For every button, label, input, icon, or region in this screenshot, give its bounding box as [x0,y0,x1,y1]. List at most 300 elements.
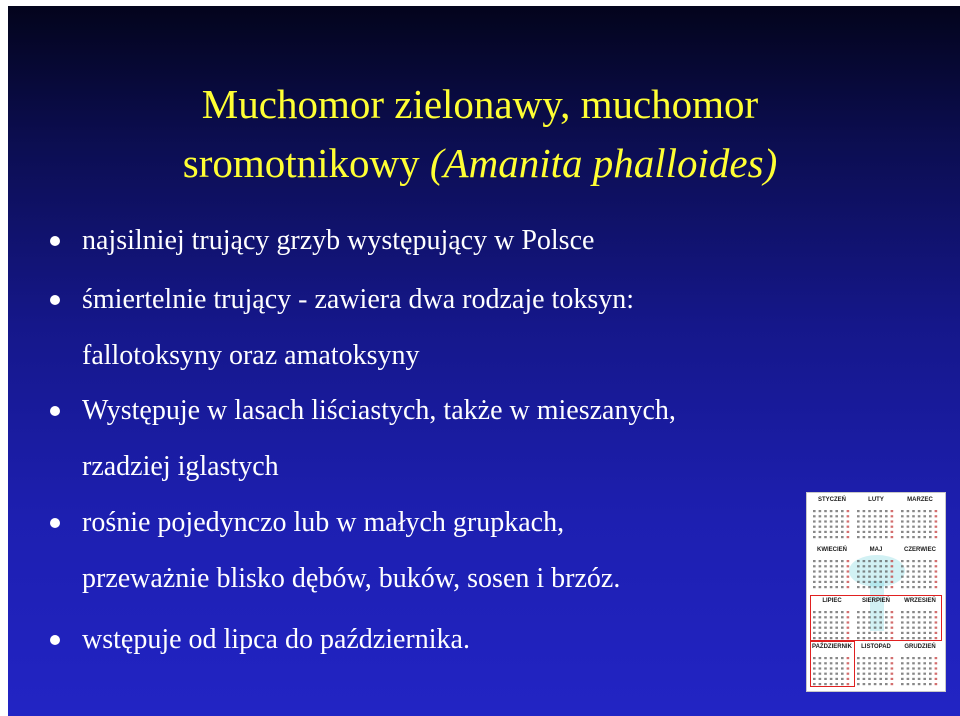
calendar-day-cell [813,581,816,583]
calendar-day-cell [857,586,860,588]
calendar-day-cell [824,570,827,572]
bullet-4-line-2: przeważnie blisko dębów, buków, sosen i brzóz. [82,563,621,594]
calendar-day-cell [891,510,894,512]
calendar-day-cell [891,678,894,680]
calendar-day-cell [885,657,888,659]
calendar-day-cell [830,520,833,522]
calendar-highlight-oct [810,641,855,687]
calendar-day-cell [935,657,938,659]
calendar-day-cell [923,570,926,572]
calendar-day-cell [841,515,844,517]
calendar-day-cell [929,515,932,517]
calendar-day-cell [907,581,910,583]
calendar-month-label: STYCZEŃ [817,497,846,503]
title-common-name: sromotnikowy [182,140,430,186]
calendar-day-cell [935,662,938,664]
calendar-day-cell [918,678,921,680]
calendar-day-cell [847,576,850,578]
calendar-day-cell [935,570,938,572]
calendar-day-cell [863,536,866,538]
calendar-day-cell [874,657,877,659]
calendar-day-cell [813,510,816,512]
calendar-day-cell [935,515,938,517]
calendar-day-cell [923,560,926,562]
calendar-day-cell [863,565,866,567]
calendar-day-cell [819,536,822,538]
calendar-day-cell [819,570,822,572]
calendar-day-cell [918,531,921,533]
calendar-day-cell [863,520,866,522]
calendar-day-cell [912,536,915,538]
calendar-day-cell [891,581,894,583]
calendar-day-cell [907,510,910,512]
calendar-day-cell [863,678,866,680]
calendar-day-cell [841,560,844,562]
calendar-day-cell [830,560,833,562]
calendar-day-cell [824,520,827,522]
calendar-day-cell [912,683,915,685]
calendar-day-cell [901,683,904,685]
calendar-day-cell [885,683,888,685]
calendar-day-cell [847,581,850,583]
calendar-day-cell [874,560,877,562]
calendar-day-cell [863,526,866,528]
calendar-day-cell [830,536,833,538]
calendar-day-cell [929,586,932,588]
calendar-month-label: MAJ [869,547,883,553]
calendar-day-cell [885,667,888,669]
calendar-day-cell [907,565,910,567]
calendar-day-cell [912,586,915,588]
calendar-day-cell [835,536,838,538]
calendar-day-cell [863,683,866,685]
calendar-day-cell [830,581,833,583]
calendar-day-cell [935,560,938,562]
calendar-day-cell [863,581,866,583]
calendar-month-label: LISTOPAD [861,644,891,650]
calendar-day-cell [879,667,882,669]
calendar-day-cell [907,560,910,562]
calendar-day-cell [929,657,932,659]
calendar-day-cell [885,565,888,567]
calendar-day-cell [918,565,921,567]
calendar-day-cell [891,586,894,588]
calendar-day-cell [891,520,894,522]
calendar-day-cell [824,515,827,517]
calendar-day-cell [868,673,871,675]
calendar-day-cell [830,576,833,578]
calendar-day-cell [901,570,904,572]
calendar-day-cell [935,510,938,512]
calendar-day-cell [841,520,844,522]
calendar-day-cell [923,531,926,533]
calendar-day-cell [857,510,860,512]
calendar-day-cell [907,657,910,659]
calendar-day-cell [912,667,915,669]
calendar-day-cell [835,565,838,567]
calendar-day-cell [868,662,871,664]
calendar-day-cell [813,586,816,588]
calendar-day-cell [857,536,860,538]
calendar-day-cell [891,565,894,567]
calendar-day-cell [891,536,894,538]
bullet-2-line-2: fallotoksyny oraz amatoksyny [82,340,420,371]
calendar-day-cell [885,531,888,533]
calendar-day-cell [885,510,888,512]
calendar-day-cell [879,536,882,538]
calendar-day-cell [874,683,877,685]
calendar-day-cell [835,570,838,572]
bullet-4-line-1: rośnie pojedynczo lub w małych grupkach, [82,507,565,538]
calendar-month-label: MARZEC [907,497,933,503]
calendar-day-cell [847,520,850,522]
calendar-day-cell [824,576,827,578]
calendar-day-cell [874,678,877,680]
calendar-day-cell [901,678,904,680]
calendar-day-cell [857,662,860,664]
calendar-day-cell [912,565,915,567]
calendar-day-cell [863,667,866,669]
calendar-day-cell [901,515,904,517]
calendar-day-cell [874,520,877,522]
calendar-day-cell [863,673,866,675]
calendar-day-cell [929,576,932,578]
calendar-day-cell [879,581,882,583]
calendar-day-cell [891,515,894,517]
calendar-day-cell [868,510,871,512]
calendar-day-cell [841,565,844,567]
calendar-day-cell [863,576,866,578]
calendar-day-cell [847,536,850,538]
calendar-day-cell [885,570,888,572]
calendar-day-cell [824,565,827,567]
calendar-day-cell [935,576,938,578]
calendar-day-cell [891,531,894,533]
calendar-day-cell [923,683,926,685]
calendar-day-cell [824,586,827,588]
calendar-day-cell [874,673,877,675]
calendar-day-cell [929,570,932,572]
calendar-day-cell [885,520,888,522]
calendar-day-cell [885,536,888,538]
bullet-3-line-2: rzadziej iglastych [82,451,279,482]
calendar-day-cell [874,662,877,664]
calendar-day-cell [907,683,910,685]
calendar-day-cell [929,560,932,562]
calendar-day-cell [929,678,932,680]
calendar-day-cell [918,520,921,522]
calendar-day-cell [813,515,816,517]
calendar-day-cell [891,683,894,685]
calendar-day-cell [841,526,844,528]
calendar-day-cell [824,510,827,512]
calendar-day-cell [907,531,910,533]
calendar-day-cell [918,581,921,583]
calendar-day-cell [918,510,921,512]
calendar-day-cell [879,683,882,685]
calendar-day-cell [879,515,882,517]
calendar-highlight-jul-sep [810,595,942,641]
calendar-day-cell [824,536,827,538]
calendar-month-label: WRZESIEŃ [904,598,936,604]
calendar-day-cell [857,560,860,562]
calendar-day-cell [813,570,816,572]
calendar-day-cell [935,581,938,583]
calendar-day-cell [891,560,894,562]
calendar-day-cell [901,560,904,562]
calendar-day-cell [885,526,888,528]
calendar-day-cell [819,586,822,588]
calendar-day-cell [923,673,926,675]
calendar-day-cell [901,581,904,583]
calendar-day-cell [923,565,926,567]
calendar-day-cell [935,526,938,528]
calendar-day-cell [885,586,888,588]
calendar-day-cell [830,531,833,533]
calendar-day-cell [891,657,894,659]
calendar-image [806,492,946,692]
calendar-day-cell [923,526,926,528]
calendar-day-cell [868,570,871,572]
calendar-day-cell [824,581,827,583]
calendar-day-cell [819,510,822,512]
bullet-3-line-1: Występuje w lasach liściastych, także w mieszanych, [82,395,676,426]
calendar-day-cell [885,673,888,675]
calendar-day-cell [830,526,833,528]
calendar-month-label: GRUDZIEŃ [904,644,936,650]
calendar-day-cell [885,560,888,562]
calendar-day-cell [879,526,882,528]
calendar-day-cell [863,570,866,572]
calendar-day-cell [868,526,871,528]
calendar-day-cell [923,576,926,578]
calendar-day-cell [847,515,850,517]
calendar-day-cell [901,536,904,538]
calendar-day-cell [935,673,938,675]
calendar-day-cell [918,570,921,572]
calendar-day-cell [819,576,822,578]
calendar-day-cell [868,576,871,578]
calendar-day-cell [835,515,838,517]
calendar-day-cell [813,526,816,528]
calendar-month-label: CZERWIEC [904,547,936,553]
calendar-day-cell [885,678,888,680]
calendar-day-cell [868,565,871,567]
calendar-day-cell [929,673,932,675]
calendar-day-cell [863,515,866,517]
calendar-day-cell [835,531,838,533]
calendar-day-cell [863,657,866,659]
calendar-day-cell [929,581,932,583]
calendar-day-cell [819,515,822,517]
calendar-day-cell [935,565,938,567]
calendar-day-cell [868,531,871,533]
calendar-day-cell [879,657,882,659]
calendar-day-cell [857,526,860,528]
calendar-day-cell [891,526,894,528]
calendar-day-cell [912,576,915,578]
calendar-day-cell [813,520,816,522]
calendar-day-cell [923,678,926,680]
calendar-day-cell [912,560,915,562]
calendar-day-cell [874,576,877,578]
bullet-2-line-1: śmiertelnie trujący - zawiera dwa rodzaje toksyn: [82,284,634,315]
calendar-day-cell [879,586,882,588]
calendar-day-cell [879,570,882,572]
calendar-day-cell [918,683,921,685]
bullet-icon [50,518,60,528]
calendar-day-cell [901,565,904,567]
calendar-day-cell [879,576,882,578]
calendar-day-cell [912,510,915,512]
calendar-day-cell [879,510,882,512]
calendar-day-cell [912,526,915,528]
calendar-day-cell [819,581,822,583]
calendar-day-cell [923,510,926,512]
calendar-day-cell [923,586,926,588]
bullet-icon [50,635,60,645]
calendar-day-cell [907,526,910,528]
calendar-day-cell [891,570,894,572]
calendar-day-cell [857,531,860,533]
calendar-day-cell [830,510,833,512]
calendar-day-cell [885,576,888,578]
calendar-day-cell [857,581,860,583]
calendar-day-cell [923,662,926,664]
calendar-day-cell [907,667,910,669]
calendar-day-cell [901,662,904,664]
calendar-day-cell [830,565,833,567]
calendar-day-cell [923,667,926,669]
calendar-day-cell [868,581,871,583]
calendar-day-cell [868,683,871,685]
calendar-day-cell [901,576,904,578]
calendar-day-cell [847,526,850,528]
calendar-day-cell [891,576,894,578]
calendar-day-cell [841,581,844,583]
calendar-day-cell [912,673,915,675]
calendar-day-cell [863,586,866,588]
calendar-day-cell [885,662,888,664]
calendar-day-cell [918,673,921,675]
calendar-day-cell [857,515,860,517]
bullet-icon [50,236,60,246]
calendar-day-cell [918,586,921,588]
calendar-day-cell [891,662,894,664]
calendar-month-label: PAŹDZIERNIK [812,644,852,650]
calendar-day-cell [918,667,921,669]
calendar-day-cell [819,520,822,522]
calendar-day-cell [918,662,921,664]
calendar-day-cell [929,510,932,512]
bullet-1-line-1: najsilniej trujący grzyb występujący w Polsce [82,225,595,256]
calendar-day-cell [935,678,938,680]
calendar-day-cell [918,560,921,562]
calendar-day-cell [918,576,921,578]
calendar-day-cell [868,520,871,522]
calendar-day-cell [923,520,926,522]
calendar-day-cell [912,657,915,659]
calendar-day-cell [907,673,910,675]
calendar-day-cell [857,570,860,572]
calendar-day-cell [857,520,860,522]
calendar-day-cell [835,581,838,583]
calendar-day-cell [907,520,910,522]
calendar-day-cell [907,576,910,578]
calendar-day-cell [935,667,938,669]
calendar-day-cell [857,683,860,685]
calendar-day-cell [907,662,910,664]
calendar-day-cell [847,586,850,588]
calendar-day-cell [912,515,915,517]
calendar-day-cell [879,520,882,522]
calendar-day-cell [935,683,938,685]
calendar-day-cell [918,657,921,659]
calendar-day-cell [813,531,816,533]
calendar-day-cell [885,581,888,583]
calendar-day-cell [835,520,838,522]
calendar-day-cell [885,515,888,517]
calendar-day-cell [879,560,882,562]
calendar-day-cell [935,520,938,522]
calendar-day-cell [912,520,915,522]
calendar-day-cell [841,531,844,533]
calendar-day-cell [879,565,882,567]
calendar-day-cell [830,586,833,588]
calendar-day-cell [841,570,844,572]
calendar-day-cell [929,565,932,567]
calendar-day-cell [847,510,850,512]
calendar-day-cell [907,678,910,680]
calendar-day-cell [868,678,871,680]
calendar-day-cell [874,526,877,528]
calendar-day-cell [841,536,844,538]
calendar-day-cell [824,560,827,562]
calendar-day-cell [819,565,822,567]
calendar-day-cell [847,531,850,533]
calendar-day-cell [935,531,938,533]
calendar-day-cell [874,515,877,517]
calendar-day-cell [847,570,850,572]
calendar-day-cell [835,576,838,578]
calendar-day-cell [929,531,932,533]
calendar-day-cell [874,531,877,533]
calendar-day-cell [923,515,926,517]
calendar-day-cell [879,531,882,533]
calendar-day-cell [912,678,915,680]
calendar-day-cell [847,565,850,567]
calendar-day-cell [912,531,915,533]
calendar-day-cell [901,667,904,669]
calendar-day-cell [929,520,932,522]
calendar-day-cell [863,560,866,562]
calendar-day-cell [907,570,910,572]
calendar-day-cell [874,570,877,572]
calendar-day-cell [901,657,904,659]
calendar-day-cell [863,510,866,512]
calendar-day-cell [929,662,932,664]
calendar-day-cell [813,565,816,567]
calendar-day-cell [868,657,871,659]
calendar-day-cell [857,657,860,659]
calendar-day-cell [863,531,866,533]
calendar-day-cell [835,526,838,528]
calendar-day-cell [874,565,877,567]
calendar-day-cell [879,662,882,664]
calendar-day-cell [901,510,904,512]
calendar-day-cell [912,570,915,572]
calendar-day-cell [923,581,926,583]
